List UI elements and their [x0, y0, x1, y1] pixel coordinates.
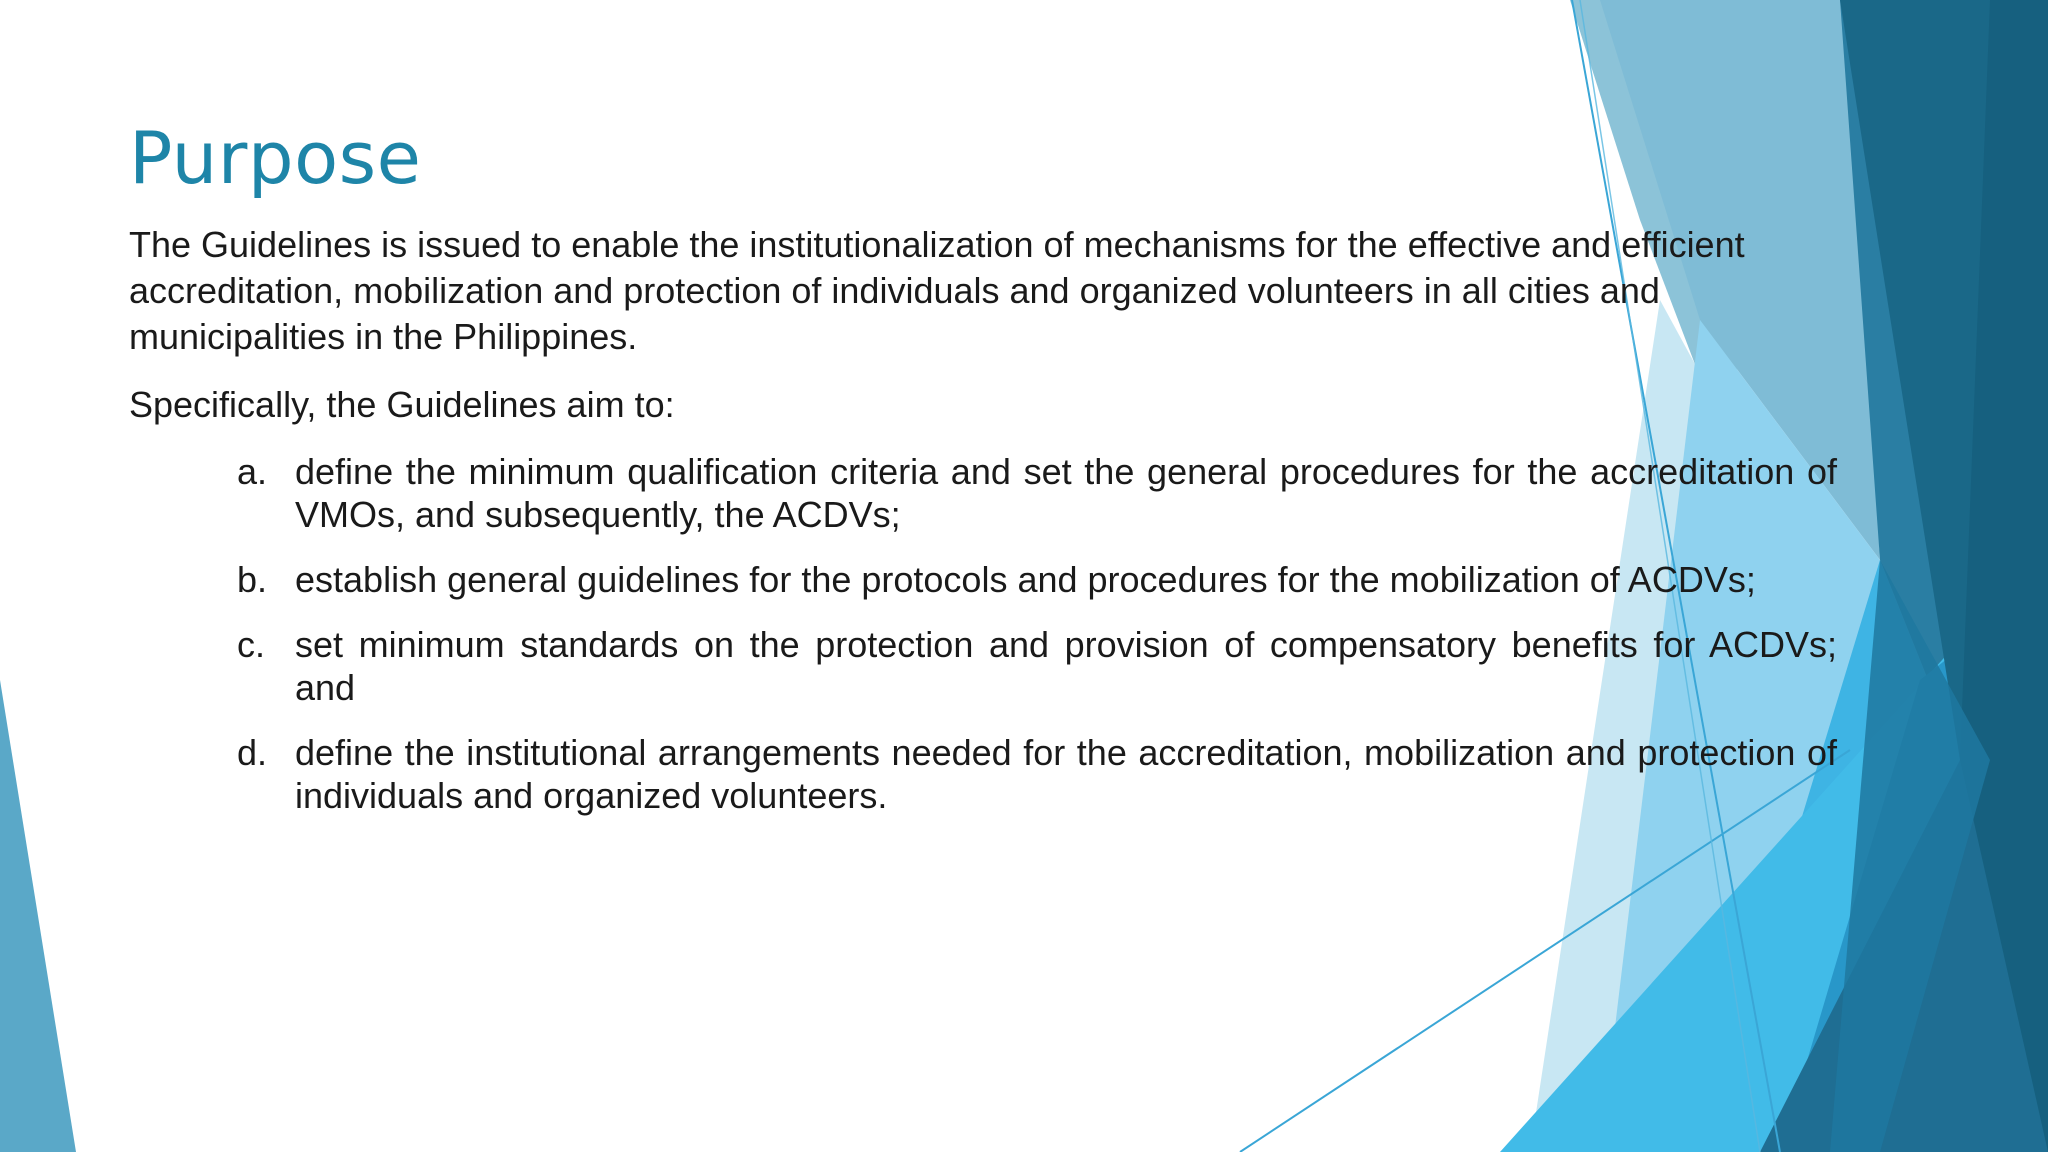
list-item-text: set minimum standards on the protection and provision of compensatory benefits for ACDVs; and [295, 624, 1837, 708]
list-item [237, 623, 1837, 709]
list-item-text: define the minimum qualification criteria and set the general procedures for the accreditation of VMOs, and subsequently, the ACDVs; [295, 451, 1837, 535]
list-item [237, 450, 1837, 536]
objectives-list [129, 450, 1837, 817]
list-marker: b. [237, 559, 268, 600]
slide-title: Purpose [129, 116, 422, 200]
list-item [237, 558, 1837, 601]
list-marker: d. [237, 732, 268, 773]
list-marker: c. [237, 624, 266, 665]
list-marker: a. [237, 451, 268, 492]
list-item-text: define the institutional arrangements needed for the accreditation, mobilization and protection of individuals and organized volunteers. [295, 732, 1837, 816]
body-content [129, 222, 1839, 839]
lead-paragraph: Specifically, the Guidelines aim to: [129, 384, 675, 425]
list-item [237, 731, 1837, 817]
intro-paragraph: The Guidelines is issued to enable the institutionalization of mechanisms for the effective and efficient accreditation, mobilization and protection of individuals and organized volunteers in all cities and municipalities in the Philippines. [129, 224, 1745, 357]
list-item-text: establish general guidelines for the protocols and procedures for the mobilization of ACDVs; [295, 559, 1756, 600]
left-accent-shape [0, 680, 76, 1152]
